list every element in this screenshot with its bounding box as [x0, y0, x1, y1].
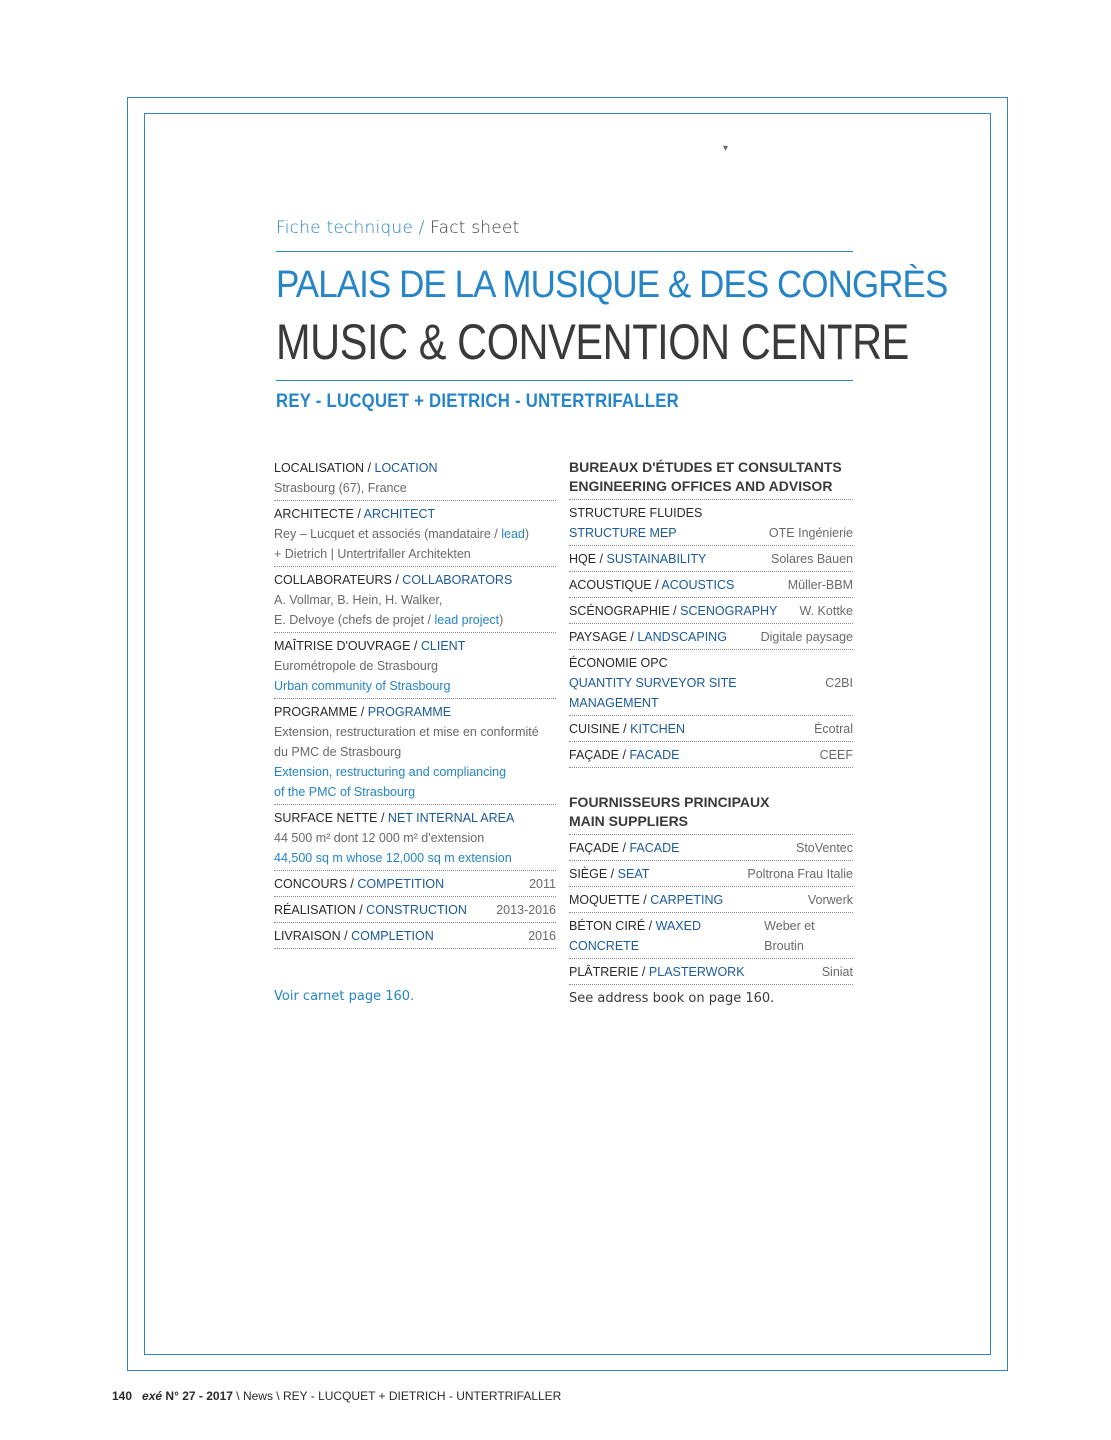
suppliers-heading: [569, 793, 853, 835]
qs-label-fr: ÉCONOMIE OPC: [569, 656, 668, 670]
completion-value: 2016: [528, 929, 556, 943]
area-text-en: 44,500 sq m whose 12,000 sq m extension: [274, 851, 512, 865]
programme-fr1: Extension, restructuration et mise en conformité: [274, 725, 539, 739]
kicker-en: Fact sheet: [430, 218, 520, 238]
area-label-en: NET INTERNAL AREA: [387, 811, 515, 825]
completion-row: [274, 926, 556, 949]
project-info-column: [274, 458, 556, 952]
scenography-label-fr: SCÉNOGRAPHIE /: [569, 604, 677, 618]
architect-block: [274, 504, 556, 567]
area-text-fr: 44 500 m² dont 12 000 m² d'extension: [274, 831, 485, 845]
title-en: MUSIC & CONVENTION CENTRE: [276, 314, 909, 370]
landscaping-label-fr: PAYSAGE /: [569, 630, 634, 644]
scenography-row: [569, 601, 853, 624]
print-mark: ▾: [723, 143, 729, 154]
concrete-label-fr: BÉTON CIRÉ /: [569, 919, 653, 933]
qs-label-en: QUANTITY SURVEYOR SITE MANAGEMENT: [569, 676, 737, 710]
title-rule-bottom: [276, 380, 853, 381]
collaborators-label-en: COLLABORATORS: [402, 573, 513, 587]
facade-label-en: FACADE: [629, 748, 680, 762]
collaborators-block: [274, 570, 556, 633]
scenography-value: W. Kottke: [799, 604, 853, 618]
collaborators-label-fr: COLLABORATEURS /: [274, 573, 399, 587]
acoustics-label-en: ACOUSTICS: [661, 578, 735, 592]
client-text-fr: Eurométropole de Strasbourg: [274, 659, 438, 673]
area-block: [274, 808, 556, 871]
suppliers-heading-fr: FOURNISSEURS PRINCIPAUX: [569, 794, 770, 810]
completion-label-en: COMPLETION: [351, 929, 434, 943]
engineering-heading-en: ENGINEERING OFFICES AND ADVISOR: [569, 478, 833, 494]
programme-label-en: PROGRAMME: [367, 705, 452, 719]
acoustics-row: [569, 575, 853, 598]
competition-value: 2011: [529, 877, 556, 891]
client-label-fr: MAÎTRISE D'OUVRAGE /: [274, 639, 418, 653]
facade-row: [569, 745, 853, 768]
carpeting-value: Vorwerk: [807, 893, 853, 907]
facade-label-fr: FAÇADE /: [569, 748, 626, 762]
plaster-value: Siniat: [821, 965, 853, 979]
sustainability-label-en: SUSTAINABILITY: [606, 552, 707, 566]
engineering-heading: [569, 458, 853, 500]
page-footer: [112, 1389, 561, 1403]
plaster-label-en: PLASTERWORK: [648, 965, 745, 979]
sustainability-label-fr: HQE /: [569, 552, 604, 566]
client-label-en: CLIENT: [420, 639, 466, 653]
architects-heading: REY - LUCQUET + DIETRICH - UNTERTRIFALLER: [276, 391, 679, 412]
address-note-fr: Voir carnet page 160.: [274, 989, 415, 1004]
mep-value: OTE Ingénierie: [768, 526, 853, 540]
client-text-en: Urban community of Strasbourg: [274, 679, 451, 693]
concrete-value: Weber et Broutin: [764, 919, 815, 953]
qs-value: C2BI: [825, 676, 853, 690]
kitchen-label-fr: CUISINE /: [569, 722, 627, 736]
kitchen-label-en: KITCHEN: [630, 722, 686, 736]
scenography-label-en: SCENOGRAPHY: [680, 604, 778, 618]
address-note-en: See address book on page 160.: [569, 991, 775, 1006]
mep-label-fr: STRUCTURE FLUIDES: [569, 506, 703, 520]
facade-value: CEEF: [819, 748, 853, 762]
programme-en2: of the PMC of Strasbourg: [274, 785, 416, 799]
collaborators-line1: A. Vollmar, B. Hein, H. Walker,: [274, 593, 443, 607]
mep-block: [569, 503, 853, 546]
collaborators-line2: E. Delvoye (chefs de projet /: [274, 613, 432, 627]
title-rule-top: [276, 251, 853, 252]
completion-label-fr: LIVRAISON /: [274, 929, 348, 943]
programme-fr2: du PMC de Strasbourg: [274, 745, 402, 759]
collaborators-paren: ): [499, 613, 504, 627]
kitchen-row: [569, 719, 853, 742]
architect-label-en: ARCHITECT: [363, 507, 436, 521]
concrete-row: [569, 916, 853, 959]
architect-line1: Rey – Lucquet et associés (mandataire /: [274, 527, 498, 541]
kicker: [276, 218, 519, 238]
qs-block: [569, 653, 853, 716]
construction-value: 2013-2016: [496, 903, 556, 917]
kicker-fr: Fiche technique /: [276, 218, 425, 238]
competition-label-fr: CONCOURS /: [274, 877, 354, 891]
carpeting-label-en: CARPETING: [650, 893, 724, 907]
plaster-row: [569, 962, 853, 985]
engineering-heading-fr: BUREAUX D'ÉTUDES ET CONSULTANTS: [569, 459, 842, 475]
construction-row: [274, 900, 556, 923]
architect-paren: ): [524, 527, 530, 541]
construction-label-fr: RÉALISATION /: [274, 903, 363, 917]
magazine-name: exé: [142, 1389, 163, 1403]
plaster-label-fr: PLÂTRERIE /: [569, 965, 646, 979]
seat-label-en: SEAT: [617, 867, 650, 881]
location-label-fr: LOCALISATION /: [274, 461, 372, 475]
location-text: Strasbourg (67), France: [274, 481, 407, 495]
architect-label-fr: ARCHITECTE /: [274, 507, 361, 521]
acoustics-value: Müller-BBM: [787, 578, 853, 592]
programme-label-fr: PROGRAMME /: [274, 705, 365, 719]
carpeting-label-fr: MOQUETTE /: [569, 893, 647, 907]
kitchen-value: Écotral: [814, 722, 853, 736]
area-label-fr: SURFACE NETTE /: [274, 811, 385, 825]
landscaping-label-en: LANDSCAPING: [637, 630, 727, 644]
supplier-facade-label-fr: FAÇADE /: [569, 841, 626, 855]
sustainability-row: [569, 549, 853, 572]
construction-label-en: CONSTRUCTION: [366, 903, 467, 917]
acoustics-label-fr: ACOUSTIQUE /: [569, 578, 659, 592]
page-number: 140: [112, 1389, 133, 1403]
programme-block: [274, 702, 556, 805]
competition-label-en: COMPETITION: [357, 877, 445, 891]
location-block: [274, 458, 556, 501]
concrete-label-en: WAXED CONCRETE: [569, 919, 701, 953]
mep-label-en: STRUCTURE MEP: [569, 526, 677, 540]
architect-line2: + Dietrich | Untertrifaller Architekten: [274, 547, 471, 561]
programme-en1: Extension, restructuring and compliancing: [274, 765, 507, 779]
competition-row: [274, 874, 556, 897]
title-fr: PALAIS DE LA MUSIQUE & DES CONGRÈS: [276, 264, 948, 306]
client-block: [274, 636, 556, 699]
seat-row: [569, 864, 853, 887]
location-label-en: LOCATION: [374, 461, 438, 475]
supplier-facade-label-en: FACADE: [629, 841, 680, 855]
seat-value: Poltrona Frau Italie: [747, 867, 853, 881]
architect-lead: lead: [501, 527, 525, 541]
issue-number: N° 27 - 2017: [165, 1389, 233, 1403]
seat-label-fr: SIÈGE /: [569, 867, 615, 881]
footer-section: \ News \ REY - LUCQUET + DIETRICH - UNTERTRIFALLER: [236, 1389, 562, 1403]
consultants-column: [569, 458, 853, 988]
supplier-facade-row: [569, 838, 853, 861]
suppliers-heading-en: MAIN SUPPLIERS: [569, 813, 689, 829]
landscaping-value: Digitale paysage: [760, 630, 853, 644]
supplier-facade-value: StoVentec: [796, 841, 853, 855]
carpeting-row: [569, 890, 853, 913]
collaborators-lead-project: lead project: [434, 613, 500, 627]
landscaping-row: [569, 627, 853, 650]
sustainability-value: Solares Bauen: [770, 552, 853, 566]
